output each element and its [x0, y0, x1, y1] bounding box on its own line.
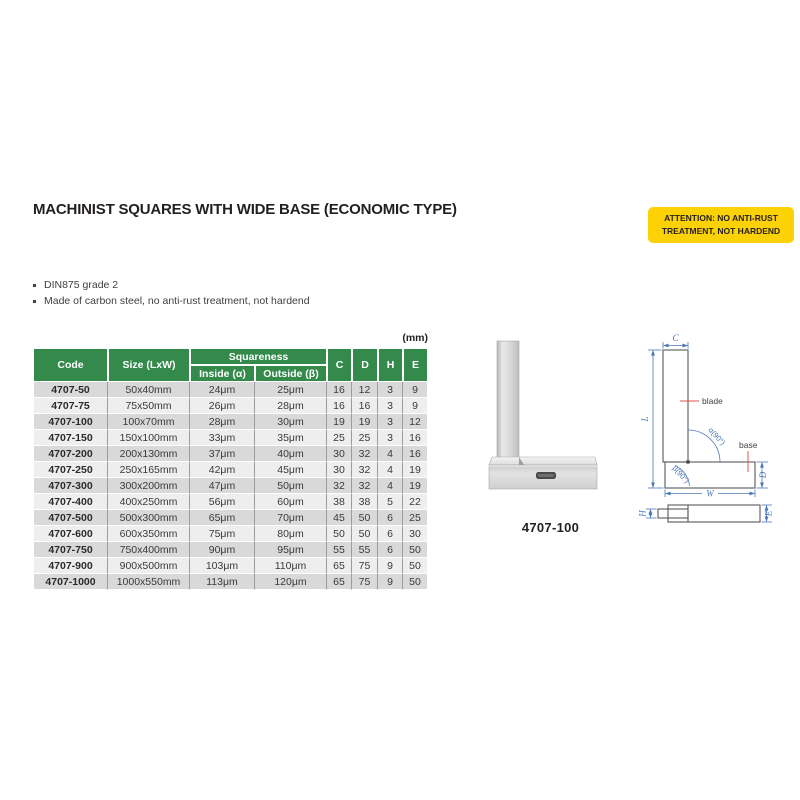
cell-h: 3 [378, 398, 403, 414]
cell-d: 55 [352, 542, 378, 558]
cell-outside: 70μm [255, 510, 327, 526]
product-photo [488, 330, 613, 520]
junction-dot [686, 460, 689, 463]
cell-inside: 113μm [190, 574, 255, 590]
blade-label: blade [702, 396, 723, 406]
col-header-size: Size (LxW) [108, 348, 190, 382]
cell-e: 30 [403, 526, 428, 542]
cell-e: 19 [403, 478, 428, 494]
cell-inside: 42μm [190, 462, 255, 478]
table-row [33, 526, 428, 542]
cell-c: 16 [327, 398, 352, 414]
cell-d: 32 [352, 446, 378, 462]
cell-e: 9 [403, 398, 428, 414]
angle-label-alpha: α(90°) [706, 425, 728, 447]
cell-inside: 56μm [190, 494, 255, 510]
cell-size: 400x250mm [108, 494, 190, 510]
cell-c: 30 [327, 462, 352, 478]
cell-inside: 28μm [190, 414, 255, 430]
cell-size: 75x50mm [108, 398, 190, 414]
page-title: MACHINIST SQUARES WITH WIDE BASE (ECONOMIC TYPE) [33, 201, 457, 218]
cell-c: 19 [327, 414, 352, 430]
cell-e: 50 [403, 542, 428, 558]
cell-h: 9 [378, 574, 403, 590]
cell-size: 600x350mm [108, 526, 190, 542]
cell-d: 75 [352, 558, 378, 574]
cell-c: 38 [327, 494, 352, 510]
cell-d: 19 [352, 414, 378, 430]
cell-code: 4707-1000 [33, 574, 108, 590]
cell-code: 4707-500 [33, 510, 108, 526]
dim-label-h: H [637, 510, 648, 517]
cell-h: 6 [378, 526, 403, 542]
cell-d: 25 [352, 430, 378, 446]
cell-outside: 40μm [255, 446, 327, 462]
cell-h: 3 [378, 382, 403, 398]
cell-c: 32 [327, 478, 352, 494]
table-row [33, 510, 428, 526]
cell-d: 16 [352, 398, 378, 414]
cell-c: 65 [327, 558, 352, 574]
cell-code: 4707-150 [33, 430, 108, 446]
table-row [33, 398, 428, 414]
col-header-outside: Outside (β) [255, 365, 327, 382]
cell-e: 50 [403, 558, 428, 574]
cell-outside: 45μm [255, 462, 327, 478]
dim-label-c: C [672, 333, 679, 343]
col-header-squareness: Squareness [190, 348, 327, 365]
attention-line-1: ATTENTION: NO ANTI-RUST [664, 213, 778, 223]
cell-h: 5 [378, 494, 403, 510]
col-header-inside: Inside (α) [190, 365, 255, 382]
bullet-icon [33, 300, 36, 303]
col-header-d: D [352, 348, 378, 382]
cell-d: 32 [352, 462, 378, 478]
cell-d: 50 [352, 510, 378, 526]
cell-d: 75 [352, 574, 378, 590]
spec-table-body [33, 382, 428, 590]
cell-h: 4 [378, 462, 403, 478]
cell-c: 30 [327, 446, 352, 462]
table-row [33, 542, 428, 558]
cell-outside: 60μm [255, 494, 327, 510]
cell-inside: 37μm [190, 446, 255, 462]
dim-label-l: L [640, 416, 650, 422]
cell-c: 65 [327, 574, 352, 590]
cell-d: 12 [352, 382, 378, 398]
dimension-diagram [635, 330, 800, 530]
cell-c: 50 [327, 526, 352, 542]
cell-outside: 95μm [255, 542, 327, 558]
cell-c: 16 [327, 382, 352, 398]
cell-h: 3 [378, 414, 403, 430]
cell-inside: 26μm [190, 398, 255, 414]
cell-size: 500x300mm [108, 510, 190, 526]
cell-inside: 47μm [190, 478, 255, 494]
dim-label-d: D [758, 471, 768, 479]
cell-inside: 65μm [190, 510, 255, 526]
cell-h: 6 [378, 510, 403, 526]
dim-label-w: W [706, 488, 714, 499]
cell-size: 50x40mm [108, 382, 190, 398]
cell-d: 38 [352, 494, 378, 510]
spec-table [33, 348, 428, 590]
bullet-icon [33, 284, 36, 287]
cell-size: 900x500mm [108, 558, 190, 574]
cell-e: 16 [403, 446, 428, 462]
angle-label-beta: β(90°) [670, 463, 692, 485]
cell-code: 4707-200 [33, 446, 108, 462]
cell-inside: 103μm [190, 558, 255, 574]
cell-e: 22 [403, 494, 428, 510]
cell-code: 4707-50 [33, 382, 108, 398]
side-view-outline [658, 505, 760, 522]
cell-code: 4707-600 [33, 526, 108, 542]
cell-h: 9 [378, 558, 403, 574]
cell-code: 4707-300 [33, 478, 108, 494]
square-photo-shape [489, 341, 597, 489]
dim-label-e: E [763, 510, 774, 517]
cell-outside: 80μm [255, 526, 327, 542]
cell-e: 25 [403, 510, 428, 526]
table-row [33, 574, 428, 590]
cell-code: 4707-100 [33, 414, 108, 430]
base-label: base [739, 440, 758, 450]
table-row [33, 414, 428, 430]
col-header-e: E [403, 348, 428, 382]
cell-c: 45 [327, 510, 352, 526]
cell-h: 6 [378, 542, 403, 558]
table-row [33, 462, 428, 478]
cell-e: 16 [403, 430, 428, 446]
cell-outside: 50μm [255, 478, 327, 494]
product-caption: 4707-100 [521, 520, 580, 535]
cell-size: 100x70mm [108, 414, 190, 430]
feature-list [33, 279, 310, 311]
table-row [33, 382, 428, 398]
cell-h: 3 [378, 430, 403, 446]
cell-e: 19 [403, 462, 428, 478]
cell-c: 55 [327, 542, 352, 558]
cell-code: 4707-250 [33, 462, 108, 478]
cell-outside: 110μm [255, 558, 327, 574]
cell-code: 4707-750 [33, 542, 108, 558]
table-row [33, 558, 428, 574]
table-row [33, 446, 428, 462]
cell-h: 4 [378, 446, 403, 462]
col-header-c: C [327, 348, 352, 382]
cell-d: 50 [352, 526, 378, 542]
col-header-code: Code [33, 348, 108, 382]
cell-size: 300x200mm [108, 478, 190, 494]
cell-h: 4 [378, 478, 403, 494]
cell-size: 150x100mm [108, 430, 190, 446]
cell-e: 9 [403, 382, 428, 398]
feature-item [33, 295, 310, 307]
cell-size: 250x165mm [108, 462, 190, 478]
cell-inside: 24μm [190, 382, 255, 398]
attention-line-2: TREATMENT, NOT HARDEND [661, 226, 781, 236]
cell-outside: 35μm [255, 430, 327, 446]
feature-text: DIN875 grade 2 [44, 279, 119, 291]
cell-inside: 33μm [190, 430, 255, 446]
cell-e: 50 [403, 574, 428, 590]
cell-e: 12 [403, 414, 428, 430]
table-row [33, 494, 428, 510]
table-row [33, 430, 428, 446]
feature-text: Made of carbon steel, no anti-rust treatment, not hardend [44, 295, 310, 307]
cell-inside: 75μm [190, 526, 255, 542]
cell-code: 4707-75 [33, 398, 108, 414]
table-row [33, 478, 428, 494]
cell-outside: 120μm [255, 574, 327, 590]
col-header-h: H [378, 348, 403, 382]
cell-size: 200x130mm [108, 446, 190, 462]
cell-size: 1000x550mm [108, 574, 190, 590]
cell-outside: 28μm [255, 398, 327, 414]
cell-c: 25 [327, 430, 352, 446]
attention-badge [648, 207, 794, 243]
feature-item [33, 279, 310, 291]
cell-size: 750x400mm [108, 542, 190, 558]
cell-outside: 30μm [255, 414, 327, 430]
cell-inside: 90μm [190, 542, 255, 558]
cell-outside: 25μm [255, 382, 327, 398]
unit-note: (mm) [402, 332, 428, 344]
cell-code: 4707-400 [33, 494, 108, 510]
cell-d: 32 [352, 478, 378, 494]
cell-code: 4707-900 [33, 558, 108, 574]
